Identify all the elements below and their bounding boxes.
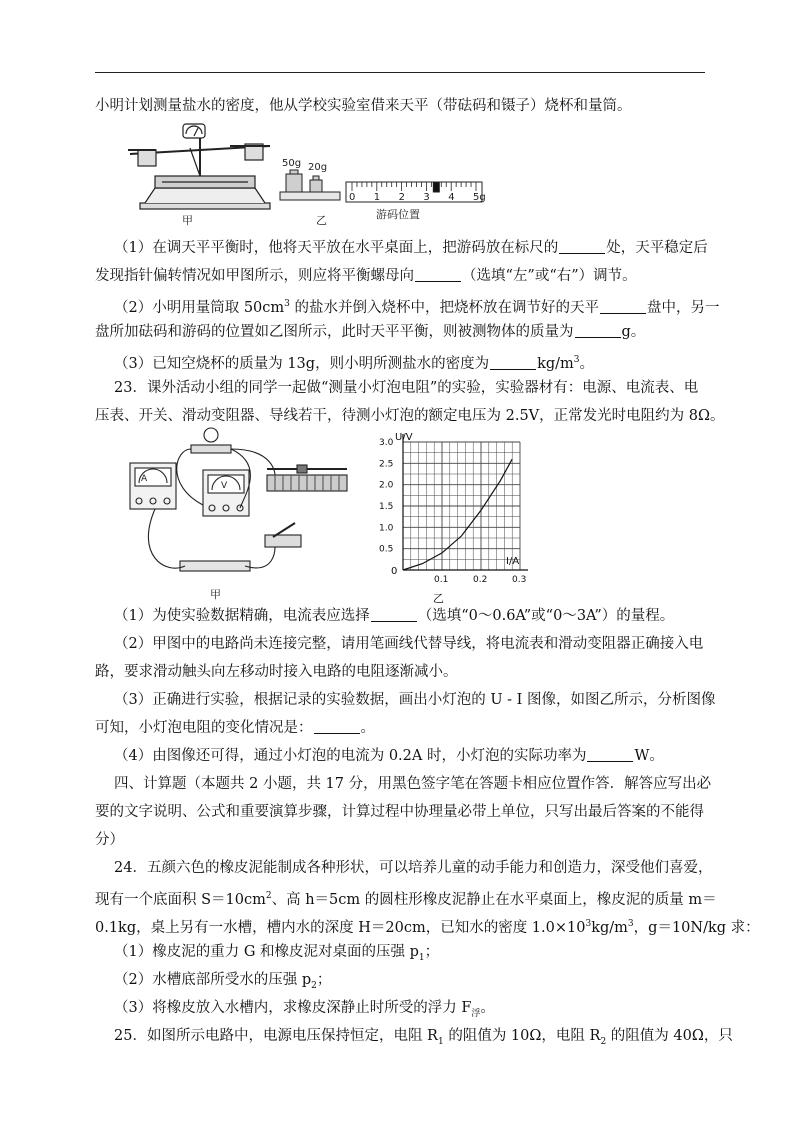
y-tick-label: 3.0 [379,438,394,448]
x-tick-label: 0.1 [434,575,449,585]
rider-marker [433,182,439,192]
rider-tick-label: 4 [448,192,455,203]
q22-part2-line1: （2）小明用量筒取 $50cm^3$ 的盐水并倒入烧杯中，把烧杯放在调节好的天平 盘中，另一 [114,299,720,316]
rider-tick-label: 5g [473,192,486,203]
rider-scale [346,182,482,202]
answer-blank[interactable] [600,299,646,314]
q24-line3: 0.1kg，桌上另有一水槽，槽内水的深度 H＝20cm，已知水的密度 $1.0\times 10^3kg/m^3$，g＝10N/kg 求： [95,919,760,936]
answer-blank[interactable] [371,607,417,622]
weights-illustration [280,170,340,200]
weight-50g: 50g [282,158,302,169]
q23-part3-line1: （3）正确进行实验，根据记录的实验数据，画出小灯泡的 U - I 图像，如图乙所示，分析图像 [114,692,716,708]
voltmeter-letter: V [221,481,228,491]
battery [180,561,250,571]
q22-part2-line2: 盘所加砝码和游码的位置如乙图所示，此时天平平衡，则被测物体的质量为 g。 [95,324,646,340]
rider-tick-label: 0 [349,192,356,203]
q24-line1: 24．五颜六色的橡皮泥能制成各种形状，可以培养儿童的动手能力和创造力，深受他们喜爱， [114,860,713,876]
q24-part3: （3）将橡皮放入水槽内，求橡皮深静止时所受的浮力 $F_浮$。 [114,1000,495,1019]
answer-blank[interactable] [314,719,360,734]
header-rule [95,72,705,73]
q23-part3-line2: 可知，小灯泡电阻的变化情况是： 。 [95,720,375,736]
x-tick-label: 0.3 [512,575,527,585]
q22-part3: （3）已知空烧杯的质量为 13g，则小明所测盐水的密度为 $kg/m^3$。 [114,355,595,372]
rider-caption: 游码位置 [376,208,420,221]
label-yi: 乙 [316,214,327,227]
q23-part2-line1: （2）甲图中的电路尚未连接完整，请用笔画线代替导线，将电流表和滑动变阻器正确接入电 [114,636,704,652]
balance-figure [120,118,500,228]
rider-tick-label: 2 [398,192,405,203]
y-tick-label: 2.5 [379,459,394,470]
weight-20g: 20g [308,162,328,173]
x-tick-label: 0.2 [473,575,488,585]
q22-part1-line1: （1）在调天平平衡时，他将天平放在水平桌面上，把游码放在标尺的 处，天平稳定后 [114,240,708,256]
chart-label-yi: 乙 [433,592,444,605]
bulb [204,428,218,442]
ammeter-letter: A [141,474,148,484]
balance-illustration [128,124,270,209]
q23-part4: （4）由图像还可得，通过小灯泡的电流为 0.2A 时，小灯泡的实际功率为 W。 [114,748,664,764]
origin-label: 0 [391,566,398,577]
answer-blank[interactable] [575,323,621,338]
answer-blank[interactable] [415,267,461,282]
rider-tick-label: 3 [423,192,430,203]
label-jia: 甲 [182,214,193,227]
section4-line1: 四、计算题（本题共 2 小题，共 17 分，用黑色签字笔在答题卡相应位置作答．解答应写出必 [114,776,712,792]
section4-line3: 分） [95,832,124,848]
q23-stem-line1: 23．课外活动小组的同学一起做“测量小灯泡电阻”的实验，实验器材有：电源、电流表、电 [114,380,699,396]
answer-blank[interactable] [490,355,536,370]
circuit-label-jia: 甲 [210,588,221,601]
bulb-base [191,445,231,453]
intro-text: 小明计划测量盐水的密度，他从学校实验室借来天平（带砝码和镊子）烧杯和量筒。 [95,98,632,114]
y-tick-label: 0.5 [379,544,394,555]
q24-line2: 现有一个底面积 $S=10cm^2$、高 h＝5cm 的圆柱形橡皮泥静止在水平桌面上，橡皮泥的质量 m＝ [95,891,717,908]
y-tick-label: 1.5 [379,502,394,512]
ui-chart [365,430,535,605]
q23-part1: （1）为使实验数据精确，电流表应选择 （选填“0～0.6A”或“0～3A”）的量程。 [114,608,675,624]
section4-line2: 要的文字说明、公式和重要演算步骤，计算过程中协理量必带上单位，只写出最后答案的不能得 [95,804,704,820]
y-axis-label: U/V [395,432,413,443]
q25-line1: 25．如图所示电路中，电源电压保持恒定，电阻 $R_1$ 的阻值为 10Ω，电阻 $R_2$ 的阻值为 40Ω，只 [114,1028,733,1047]
q24-part1: （1）橡皮泥的重力 G 和橡皮泥对桌面的压强 $p_1$； [114,944,440,963]
answer-blank[interactable] [587,747,633,762]
q24-part2: （2）水槽底部所受水的压强 $p_2$； [114,972,332,991]
answer-blank[interactable] [559,239,605,254]
switch [265,535,301,547]
rider-tick-label: 1 [373,192,381,203]
q23-stem-line2: 压表、开关、滑动变阻器、导线若干，待测小灯泡的额定电压为 2.5V，正常发光时电阻约为 8Ω。 [95,408,725,424]
q22-part1-line2: 发现指针偏转情况如甲图所示，则应将平衡螺母向 （选填“左”或“右”）调节。 [95,268,637,284]
q23-part2-line2: 路，要求滑动触头向左移动时接入电路的电阻逐渐减小。 [95,664,458,680]
x-axis-label: I/A [506,556,520,567]
circuit-figure [125,425,360,605]
y-tick-label: 1.0 [379,523,394,534]
y-tick-label: 2.0 [379,480,394,491]
